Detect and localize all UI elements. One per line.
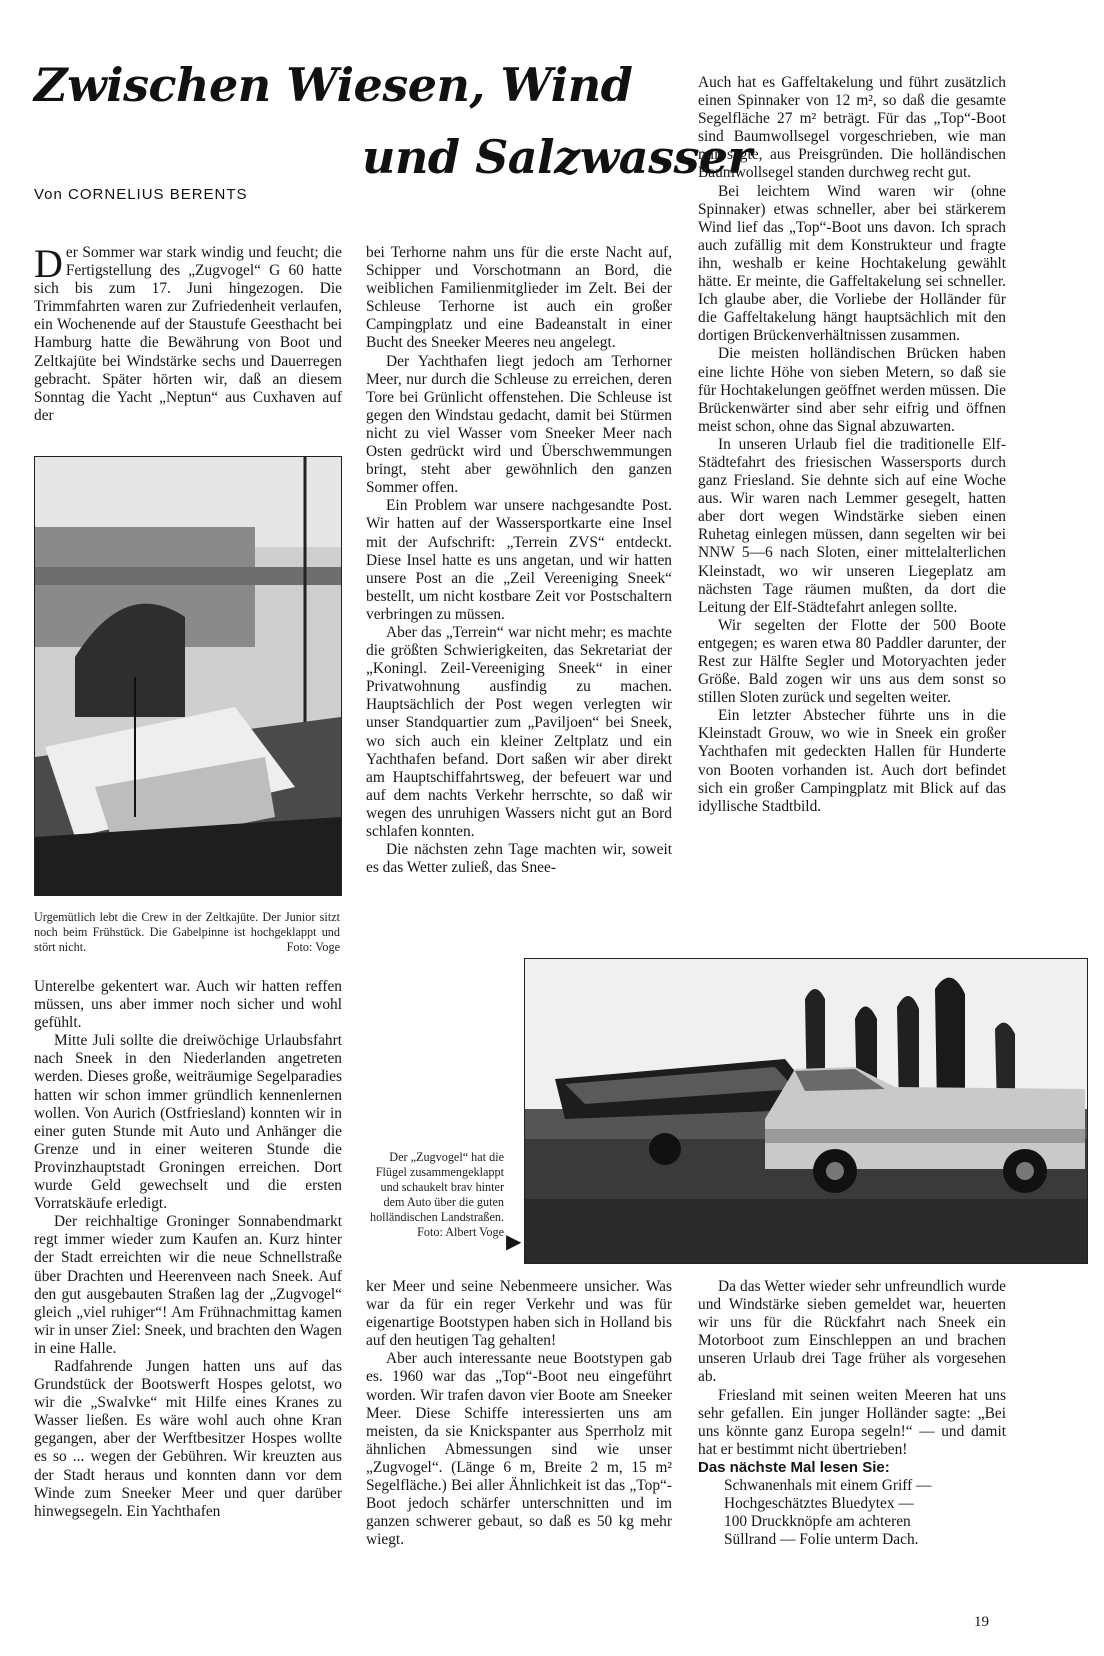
paragraph: Der Yachthafen liegt jedoch am Terhorner Meer, nur durch die Schleuse zu erreichen, deren Tore bei Grünlicht offenstehen. Die Schleuse ist gegen den Windstau gedacht, damit bei Stürmen nicht zu viel Wasser vom Sneeker Meer nach Osten gedrückt wird und Überschwemmungen bringt, steht aber gewöhnlich den ganzen Sommer offen. bbox=[366, 352, 672, 497]
paragraph: ker Meer und seine Nebenmeere unsicher. Was war da für ein reger Verkehr und was für eigenartige Bootstypen haben sich in Holland bis auf den heutigen Tag gehalten! bbox=[366, 1278, 672, 1350]
photo-2-caption-text: Der „Zugvogel“ hat die Flügel zusammengeklappt und schaukelt brav hinter dem Auto über die guten holländischen Landstraßen. bbox=[369, 1150, 504, 1224]
paragraph: Mitte Juli sollte die dreiwöchige Urlaubsfahrt nach Sneek in den Niederlanden angetreten werden. Dieses große, weiträumige Segelparadies hatten wir schon immer gründlich kennenlernen wollen. Von Aurich (Ostfriesland) konnten wir in einer guten Stunde mit Auto und Anhänger die Grenze und in einer weiteren Stunde die Provinzhauptstadt Groningen erreichen. Dort wurde Geld gewechselt und die ersten Vorratskäufe erledigt. bbox=[34, 1032, 342, 1213]
paragraph: Die nächsten zehn Tage machten wir, soweit es das Wetter zuließ, das Snee- bbox=[366, 841, 672, 877]
paragraph: Der reichhaltige Groninger Sonnabendmarkt regt immer wieder zum Kaufen an. Kurz hinter der Stadt erreichten wir die neue Schnellstraße über Drachten und Heerenveen nach Sneek. Auf den gut ausgebauten Straßen lag der „Zugvogel“ gleich „viel ruhiger“! Am Frühnachmittag kamen wir in unser Ziel: Sneek, und brachten den Wagen in eine Halle. bbox=[34, 1213, 342, 1357]
article-column-2-top bbox=[366, 244, 672, 944]
photo-car-trailer bbox=[524, 958, 1088, 1264]
article-column-2-bottom bbox=[366, 1278, 672, 1608]
paragraph: Ein letzter Abstecher führte uns in die Kleinstadt Grouw, wo wie in Sneek ein großer Yachthafen mit gedeckten Hallen für Hunderte von Booten vorhanden ist. Auch dort befindet sich ein großer Campingplatz mit Blick auf das idyllische Stadtbild. bbox=[698, 707, 1006, 815]
photo-tent-cabin bbox=[34, 456, 342, 896]
photo-tent-cabin-image bbox=[35, 457, 341, 895]
photo-2-caption bbox=[358, 1150, 504, 1240]
photo-2-credit: Foto: Albert Voge bbox=[417, 1225, 504, 1239]
next-issue-heading: Das nächste Mal lesen Sie: bbox=[698, 1458, 890, 1476]
article-column-3-bottom bbox=[698, 1278, 1006, 1608]
paragraph: Auch hat es Gaffeltakelung und führt zusätzlich einen Spinnaker von 12 m², so daß die gesamte Segelfläche 27 m² beträgt. Für das „Top“-Boot sind Baumwollsegel vorgeschrieben, wie man mir sagte, aus Preisgründen. Die holländischen Baumwollsegel standen durchweg recht gut. bbox=[698, 74, 1006, 182]
drop-cap: D bbox=[34, 244, 63, 286]
paragraph: bei Terhorne nahm uns für die erste Nacht auf, Schipper und Vorschotmann an Bord, die weiblichen Familienmitglieder im Zelt. Bei der Schleuse Terhorne ist auch ein großer Campingplatz und eine Badeanstalt in einer Bucht des Sneeker Meeres neu angelegt. bbox=[366, 244, 672, 352]
next-issue-item: 100 Druckknöpfe am achteren bbox=[724, 1513, 911, 1531]
headline-line-1: Zwischen Wiesen, Wind bbox=[34, 58, 633, 112]
photo-1-caption bbox=[34, 910, 340, 955]
paragraph: Aber auch interessante neue Bootstypen gab es. 1960 war das „Top“-Boot neu eingeführt worden. Wir trafen davon vier Boote am Sneeker Meer. Diese Schiffe interessierten uns am meisten, da sie Knickspanter aus Sperrholz mit ähnlichen Abmessungen sind wie unser „Zugvogel“. (Länge 6 m, Breite 2 m, 15 m² Segelfläche.) Bei aller Ähnlichkeit ist das „Top“-Boot jedoch schärfer unterschnitten und im ganzen schwerer gebaut, so daß es 50 kg mehr wiegt. bbox=[366, 1350, 672, 1549]
caption-arrow-icon: ▶ bbox=[506, 1231, 522, 1253]
paragraph: Bei leichtem Wind waren wir (ohne Spinnaker) etwas schneller, aber bei stärkerem Wind lief das „Top“-Boot uns davon. Ich sprach auch zufällig mit dem Konstrukteur und fragte ihn, weshalb er keine Hochtakelung gewählt hätte. Er meinte, die Gaffeltakelung sei schneller. Ich glaube aber, die Vorliebe der Holländer für die Gaffeltakelung hängt hauptsächlich mit den dortigen Brückenverhältnissen zusammen. bbox=[698, 182, 1006, 345]
headline-line-2: und Salzwasser bbox=[362, 130, 752, 184]
lead-paragraph bbox=[34, 244, 342, 425]
paragraph: Ein Problem war unsere nachgesandte Post. Wir hatten auf der Wassersportkarte eine Insel mit der Aufschrift: „Terrein ZVS“ entdeckt. Diese Insel hatte es uns angetan, und wir hatten unsere Post an die „Zeil Vereeniging Sneek“ bestellt, um nicht kostbare Zeit vor Postschaltern verbringen zu müssen. bbox=[366, 497, 672, 623]
page-number: 19 bbox=[974, 1614, 989, 1630]
photo-1-caption-text: Urgemütlich lebt die Crew in der Zeltkajüte. Der Junior sitzt noch beim Frühstück. Die Gabelpinne ist hochgeklappt und stört nicht. bbox=[34, 910, 340, 954]
paragraph: Unterelbe gekentert war. Auch wir hatten reffen müssen, uns aber immer noch sicher und wohl gefühlt. bbox=[34, 978, 342, 1032]
paragraph: Da das Wetter wieder sehr unfreundlich wurde und Windstärke sieben gemeldet war, heuerten wir uns für die Rückfahrt nach Sneek ein Motorboot zum Einschleppen an und brachen unseren Urlaub drei Tage früher als vorgesehen ab. bbox=[698, 1278, 1006, 1386]
article-column-1-top bbox=[34, 244, 342, 440]
next-issue-list bbox=[724, 1477, 1006, 1549]
paragraph: Radfahrende Jungen hatten uns auf das Grundstück der Bootswerft Hospes gelotst, wo wir die „Swalvke“ mit Hilfe eines Kranes zu Wasser ließen. Es wäre wohl auch ohne Kran gegangen, aber der Werftbesitzer Hospes wollte es so ... wegen der Gebühren. Wir kreuzten aus der Stadt heraus und konnten dann vor dem Winde zum Sneeker Meer und quer darüber hinwegsegeln. Ein Yachthafen bbox=[34, 1357, 342, 1520]
next-issue-item: Schwanenhals mit einem Griff — bbox=[724, 1477, 932, 1495]
lead-text: er Sommer war stark windig und feucht; die Fertigstellung des „Zugvogel“ G 60 hatte sich bis zum 17. Juni hingezogen. Die Trimmfahrten waren zur Zufriedenheit verlaufen, ein Wochenende auf der Staustufe Geesthacht bei Hamburg hatte die Bewährung von Boot und Zeltkajüte bei Windstärke sechs und Dauerregen gebracht. Später hörten wir, daß an diesem Sonntag die Yacht „Neptun“ aus Cuxhaven auf der bbox=[34, 244, 342, 424]
paragraph: Die meisten holländischen Brücken haben eine lichte Höhe von sieben Metern, so daß sie für Hochtakelungen geöffnet werden müssen. Die Brückenwärter sind aber sehr eifrig und öffnen meist schon, ohne das Signal abzuwarten. bbox=[698, 345, 1006, 435]
article-column-3-top bbox=[698, 74, 1006, 946]
paragraph: Wir segelten der Flotte der 500 Boote entgegen; es waren etwa 80 Paddler darunter, der Rest zur Hälfte Segler und Motoryachten jeder Größe. Bald zogen wir uns aus dem sonst so stillen Sloten zurück und segelten weiter. bbox=[698, 616, 1006, 707]
photo-1-credit: Foto: Voge bbox=[286, 940, 340, 954]
next-issue-item: Hochgeschätztes Bluedytex — bbox=[724, 1495, 914, 1513]
paragraph: Aber das „Terrein“ war nicht mehr; es machte die größten Schwierigkeiten, das Sekretariat der „Koningl. Zeil-Vereeniging Sneek“ in einer Privatwohnung ausfindig zu machen. Hauptsächlich der Post wegen verlegten wir unser Standquartier zum „Paviljoen“ bei Sneek, wo sich auch ein kleiner Zeltplatz und ein Yachthafen befand. Dort saßen wir aber direkt am Hauptschiffahrtsweg, der befeuert war und auf dem nachts Verkehr herrschte, so daß wir wegen des unruhigen Wassers nicht gut an Bord schlafen konnten. bbox=[366, 623, 672, 840]
article-column-1-bottom bbox=[34, 978, 342, 1604]
paragraph: In unseren Urlaub fiel die traditionelle Elf-Städtefahrt des friesischen Wassersports durch ganz Friesland. Sie dehnte sich auf eine Woche aus. Wir waren nach Lemmer gesegelt, hatten aber dort wegen Windstärke sieben einen Ruhetag einlegen müssen, dann segelten wir bei NNW 5—6 nach Sloten, einer mittelalterlichen Kleinstadt, wo wir unseren Liegeplatz am nächsten Tage räumen mußten, da dort die Leitung der Elf-Städtefahrt anlegen sollte. bbox=[698, 435, 1006, 616]
next-issue-item: Süllrand — Folie unterm Dach. bbox=[724, 1531, 919, 1549]
byline: Von CORNELIUS BERENTS bbox=[34, 186, 248, 203]
paragraph: Friesland mit seinen weiten Meeren hat uns sehr gefallen. Ein junger Holländer sagte: „Bei uns könnte ganz Europa segeln!“ — und damit hat er bestimmt nicht übertrieben! bbox=[698, 1386, 1006, 1458]
photo-car-trailer-image bbox=[525, 959, 1087, 1263]
